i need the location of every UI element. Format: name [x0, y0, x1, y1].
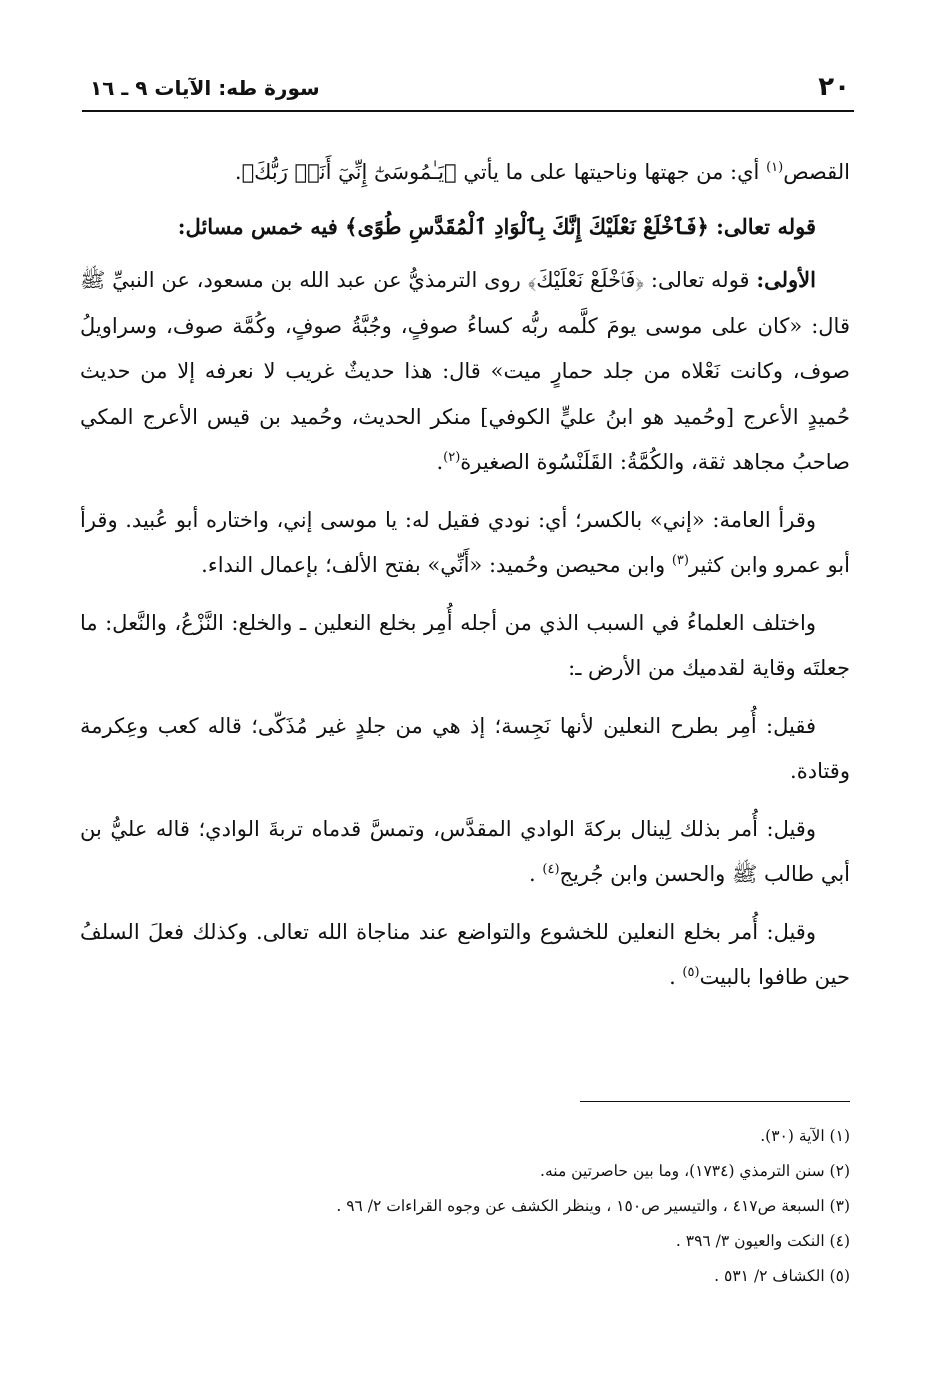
- paragraph-5: واختلف العلماءُ في السبب الذي من أجله أُمِر بخلع النعلين ـ والخلع: النَّزْعُ، والنَّعل: ما جعلتَه وقاية لقدميك من الأرض ـ:: [80, 610, 850, 680]
- paragraph-3: الأولى: قوله تعالى: ﴿فَٱخْلَعْ نَعْلَيْكَ﴾ روى الترمذيُّ عن عبد الله بن مسعود، عن النبيِّ ﷺ قال: «كان على موسى يومَ كلَّمه ربُّه كساءُ صوفٍ، وجُبَّةُ صوفٍ، وكُمَّة صوف، وسراويلُ صوف، وكانت نَعْلاه من جلد حمارٍ ميت» قال: هذا حديثٌ غريب لا نعرفه إلا من حديث حُميدٍ الأعرج [وحُميد هو ابنُ عليٍّ الكوفي] منكر الحديث، وحُميد بن قيس الأعرج المكي صاحبُ مجاهد ثقة، والكُمَّةُ: القَلَنْسُوة الصغيرة$^{(٢)}$.: [80, 267, 850, 474]
- footnote-divider: [580, 1101, 850, 1102]
- footnote-ref-3: (٣): [671, 553, 689, 568]
- footnote-1: (١) الآية (٣٠).: [760, 1127, 850, 1145]
- main-text: [80, 150, 850, 1009]
- footnotes: [120, 1126, 850, 1301]
- footnote-ref-4: (٤): [542, 862, 560, 877]
- paragraph-1: القصص$^{(١)}$ أي: من جهتها وناحيتها على ما يأتي ﴿يَـٰمُوسَىٰٓ إِنِّيٓ أَنَا۠ رَبُّكَ﴾.: [234, 160, 850, 184]
- footnote-ref-2: (٢): [443, 450, 461, 465]
- footnote-2: (٢) سنن الترمذي (١٧٣٤)، وما بين حاصرتين منه.: [540, 1162, 850, 1180]
- paragraph-7: وقيل: أُمر بذلك لِينال بركةَ الوادي المقدَّس، وتمسَّ قدماه تربةَ الوادي؛ قاله عليُّ بن أبي طالب ﷺ والحسن وابن جُريج$^{(٤)}$ .: [80, 816, 850, 886]
- footnote-ref-5: (٥): [682, 965, 700, 980]
- paragraph-8: وقيل: أُمر بخلع النعلين للخشوع والتواضع عند مناجاة الله تعالى. وكذلك فعلَ السلفُ حين طافوا بالبيت$^{(٥)}$ .: [80, 919, 850, 989]
- page-number: ٢٠: [818, 72, 850, 102]
- footnote-3: (٣) السبعة ص٤١٧ ، والتيسير ص١٥٠ ، وينظر الكشف عن وجوه القراءات ٢/ ٩٦ .: [336, 1197, 850, 1215]
- page-header: [82, 68, 852, 112]
- paragraph-6: فقيل: أُمِر بطرح النعلين لأنها نَجِسة؛ إذ هي من جلدٍ غير مُذَكّى؛ قاله كعب وعِكرمة وقتادة.: [80, 713, 850, 783]
- footnote-4: (٤) النكت والعيون ٣/ ٣٩٦ .: [675, 1232, 850, 1250]
- paragraph-4: وقرأ العامة: «إني» بالكسر؛ أي: نودي فقيل له: يا موسى إني، واختاره أبو عُبيد. وقرأ أبو عمرو وابن كثير$^{(٣)}$ وابن محيصن وحُميد: «أَنِّي» بفتح الألف؛ بإعمال النداء.: [80, 507, 850, 577]
- running-title: سورة طه: الآيات ٩ ـ ١٦: [90, 76, 320, 100]
- footnote-5: (٥) الكشاف ٢/ ٥٣١ .: [714, 1267, 850, 1285]
- section-lead: الأولى:: [756, 267, 816, 292]
- footnote-ref-1: (١): [766, 160, 784, 175]
- header-divider: [82, 110, 854, 112]
- paragraph-2: قوله تعالى: ﴿فَٱخْلَعْ نَعْلَيْكَ إِنَّكَ بِٱلْوَادِ ٱلْمُقَدَّسِ طُوًى﴾ فيه خمس مسائل:: [177, 213, 816, 239]
